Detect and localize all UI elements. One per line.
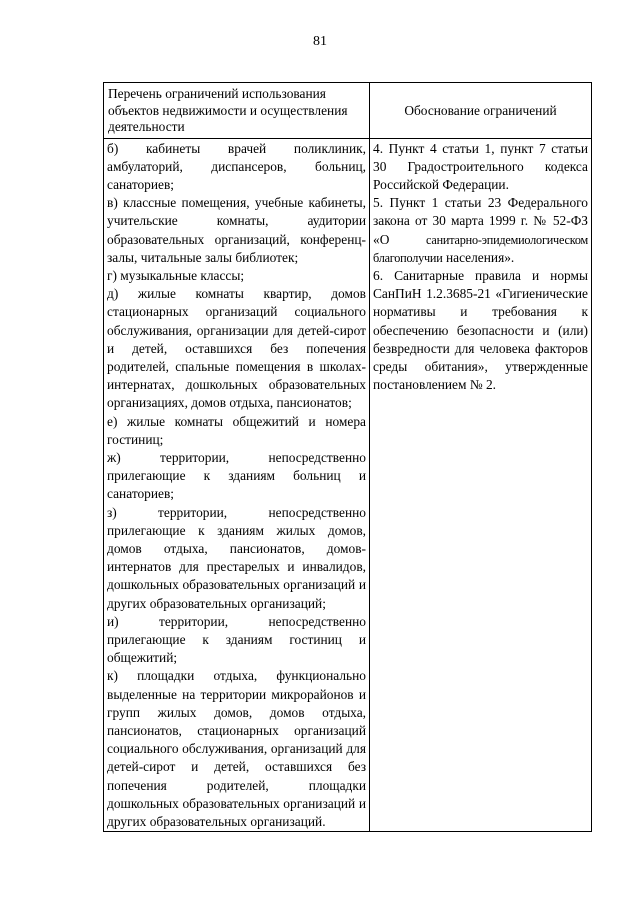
list-item: и) территории, непосредственно прилегающие к зданиям гостиниц и общежитий; <box>107 613 366 666</box>
page-number: 81 <box>313 34 327 49</box>
justification-cell <box>370 138 592 832</box>
reference-item-5 <box>370 194 591 267</box>
table-header-row <box>104 83 592 139</box>
reference-item-6: 6. Санитарные правила и нормы СанПиН 1.2.3685-21 «Гигиенические нормативы и требования к обеспечению безопасности и (или) безвредности для человека факторов среды обитания», утвержденные постановлением № 2. <box>373 267 588 393</box>
list-item: к) площадки отдыха, функционально выделенные на территории микрорайонов и групп жилых домов, домов отдыха, пансионатов, стационарных организаций социального обслуживания, организаций для детей-сирот и детей, оставшихся без попечения родителей, площадки дошкольных образовательных организаций и других образовательных организаций. <box>107 668 366 830</box>
list-item: г) музыкальные классы; <box>107 267 245 283</box>
reference-item-5-law-title: санитарно-эпидемиологическом благополучии <box>373 232 588 265</box>
restrictions-table <box>103 82 592 832</box>
list-item: д) жилые комнаты квартир, домов стационарных организаций социального обслуживания, организации для детей-сирот и детей, оставшихся без попечения родителей, спальные помещения в школах-интернатах, дошкольных образовательных организациях, домов отдыха, пансионатов; <box>107 286 366 411</box>
table-body-row <box>104 138 592 832</box>
restrictions-cell <box>104 138 370 832</box>
list-item: б) кабинеты врачей поликлиник, амбулаторий, диспансеров, больниц, санаториев; <box>107 140 366 192</box>
reference-item-4: 4. Пункт 4 статьи 1, пункт 7 статьи 30 Градостроительного кодекса Российской Федерации. <box>373 140 588 192</box>
list-item: з) территории, непосредственно прилегающие к зданиям жилых домов, домов отдыха, пансионатов, домов-интернатов для престарелых и инвалидов, дошкольных образовательных организаций и других образовательных организаций; <box>107 504 366 611</box>
header-restrictions-list: Перечень ограничений использования объектов недвижимости и осуществления деятельности <box>104 83 370 139</box>
header-justification: Обоснование ограничений <box>370 83 592 139</box>
list-item: е) жилые комнаты общежитий и номера гостиниц; <box>107 413 366 447</box>
list-item: в) классные помещения, учебные кабинеты, учительские комнаты, аудитории образовательных организаций, конференц-залы, читальные залы библиотек; <box>107 195 366 265</box>
reference-item-5-text: 5. Пункт 1 статьи 23 Федерального закона от 30 марта 1999 г. № 52-ФЗ «О <box>373 195 588 247</box>
reference-item-5-end: населения». <box>445 249 515 265</box>
list-item: ж) территории, непосредственно прилегающие к зданиям больниц и санаториев; <box>107 449 366 502</box>
